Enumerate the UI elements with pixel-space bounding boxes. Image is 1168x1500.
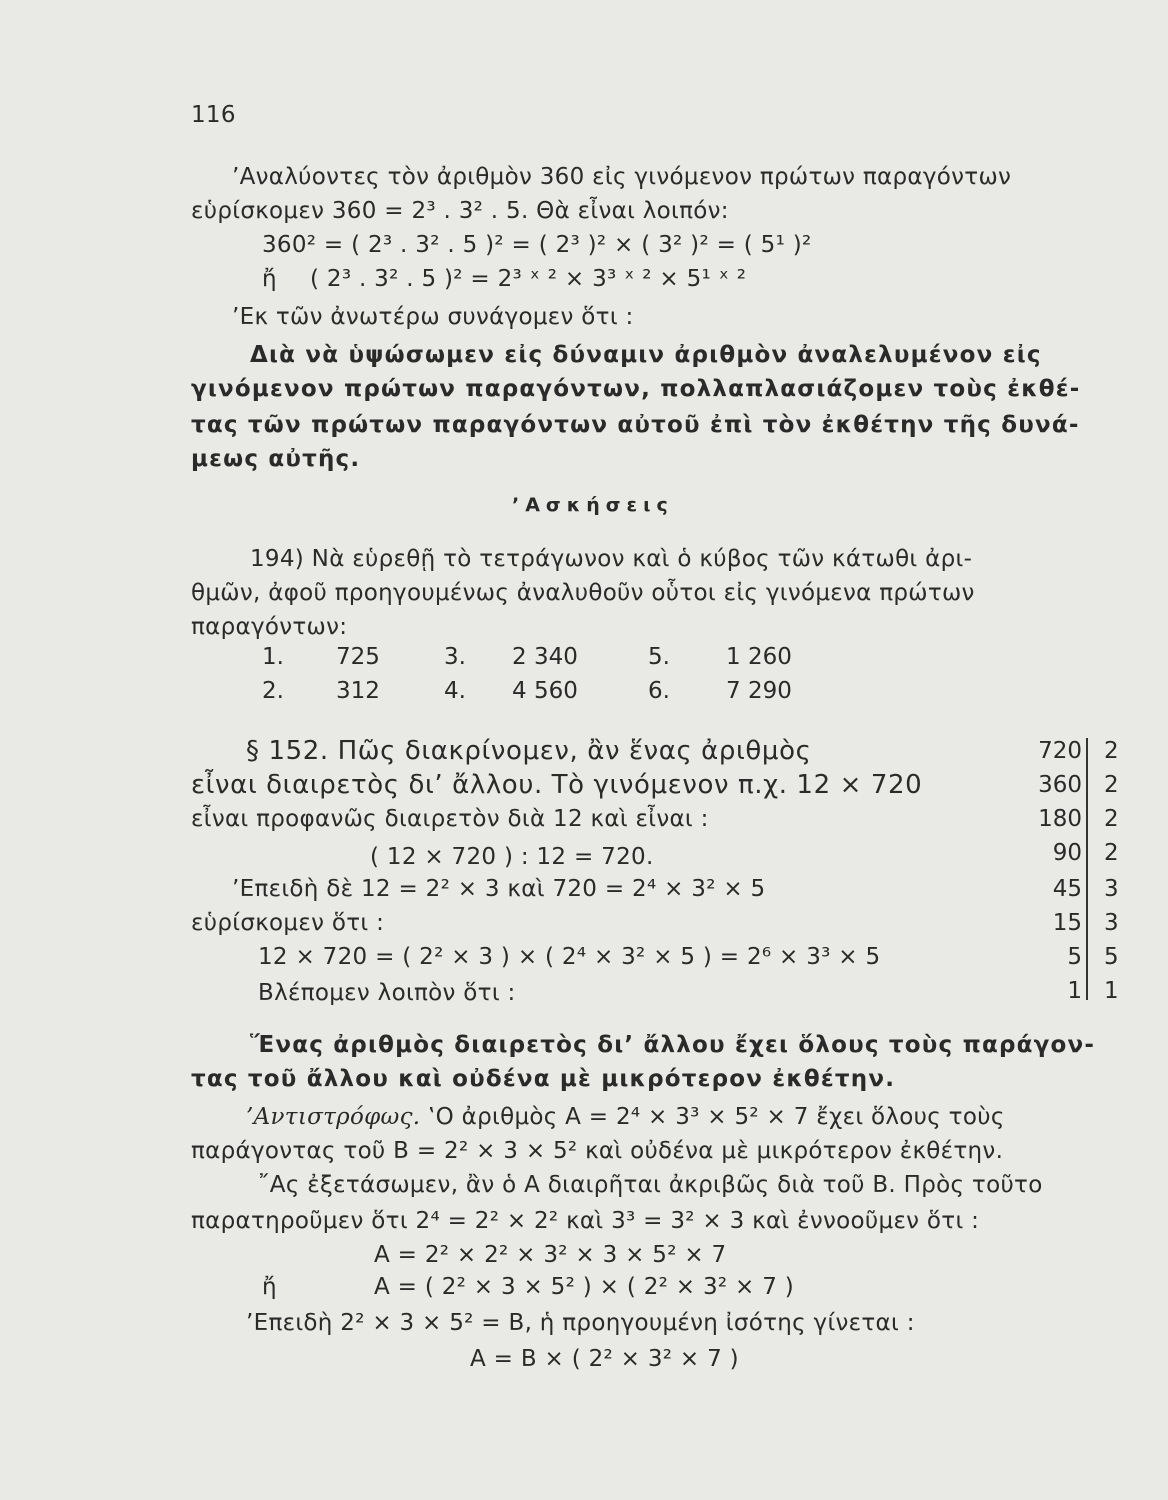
section-line-6: εὑρίσκομεν ὅτι :	[191, 910, 385, 936]
exercise-line-3: παραγόντων:	[191, 614, 348, 640]
exercise-line-1: 194) Νὰ εὑρεθῇ τὸ τετράγωνον καὶ ὁ κύβος τῶν κάτωθι ἀρι-	[250, 546, 973, 572]
section-line-5: ’Επειδὴ δὲ 12 = 2² × 3 καὶ 720 = 2⁴ × 3² × 5	[232, 876, 766, 902]
factor-divisor: 2	[1104, 772, 1119, 798]
section-line-3: εἶναι προφανῶς διαιρετὸν διὰ 12 καὶ εἶναι :	[191, 806, 709, 832]
converse-equation-2-prefix: ἤ	[262, 1274, 277, 1300]
converse-equation-3: Α = Β × ( 2² × 3² × 7 )	[470, 1346, 739, 1372]
section-line-7: 12 × 720 = ( 2² × 3 ) × ( 2⁴ × 3² × 5 ) = 2⁶ × 3³ × 5	[258, 944, 881, 970]
rule-1-line-4: μεως αὐτῆς.	[191, 446, 361, 472]
exercise-item-number: 3.	[444, 644, 466, 670]
factor-divisor: 2	[1104, 738, 1119, 764]
exercise-item-number: 4.	[444, 678, 466, 704]
rule-2-line-1: Ἕνας ἀριθμὸς διαιρετὸς δι’ ἄλλου ἔχει ὅλους τοὺς παράγον-	[250, 1032, 1096, 1058]
exercise-item-value: 4 560	[512, 678, 578, 704]
factor-table-divider	[1086, 738, 1088, 1000]
converse-equation-2: Α = ( 2² × 3 × 5² ) × ( 2² × 3² × 7 )	[374, 1274, 795, 1300]
factor-divisor: 2	[1104, 806, 1119, 832]
factor-dividend: 1	[1067, 978, 1082, 1004]
exercise-item-number: 2.	[262, 678, 284, 704]
factor-divisor: 3	[1104, 876, 1119, 902]
exercise-item-number: 1.	[262, 644, 284, 670]
intro-equation-2: ( 2³ . 3² . 5 )² = 2³ ˣ ² × 3³ ˣ ² × 5¹ ˣ ²	[310, 266, 747, 292]
converse-label: ’Αντιστρόφως.	[246, 1104, 421, 1130]
exercise-item-number: 5.	[648, 644, 670, 670]
rule-1-line-1: Διὰ νὰ ὑψώσωμεν εἰς δύναμιν ἀριθμὸν ἀναλελυμένον εἰς	[250, 342, 1042, 368]
intro-line-1: ’Αναλύοντες τὸν ἀριθμὸν 360 εἰς γινόμενον πρώτων παραγόντων	[232, 164, 1012, 190]
section-line-8: Βλέπομεν λοιπὸν ὅτι :	[258, 980, 516, 1006]
exercise-item-value: 2 340	[512, 644, 578, 670]
intro-equation-2-prefix: ἤ	[262, 266, 277, 292]
factor-dividend: 180	[1038, 806, 1082, 832]
factor-divisor: 3	[1104, 910, 1119, 936]
converse-line-2: παράγοντας τοῦ Β = 2² × 3 × 5² καὶ οὐδένα μὲ μικρότερον ἐκθέτην.	[191, 1138, 1004, 1164]
exercise-line-2: θμῶν, ἀφοῦ προηγουμένως ἀναλυθοῦν οὗτοι εἰς γινόμενα πρώτων	[191, 580, 975, 606]
factor-dividend: 45	[1052, 876, 1082, 902]
exercise-item-number: 6.	[648, 678, 670, 704]
converse-line-3: ῎Ας ἐξετάσωμεν, ἂν ὁ Α διαιρῆται ἀκριβῶς διὰ τοῦ Β. Πρὸς τοῦτο	[258, 1172, 1043, 1198]
converse-equation-1: Α = 2² × 2² × 3² × 3 × 5² × 7	[374, 1242, 727, 1268]
converse-line-4: παρατηροῦμεν ὅτι 2⁴ = 2² × 2² καὶ 3³ = 3² × 3 καὶ ἐννοοῦμεν ὅτι :	[191, 1208, 980, 1234]
converse-line-1	[246, 1102, 1005, 1132]
section-line-2: εἶναι διαιρετὸς δι’ ἄλλου. Τὸ γινόμενον π.χ. 12 × 720	[191, 770, 923, 800]
intro-line-2: εὑρίσκομεν 360 = 2³ . 3² . 5. Θὰ εἶναι λοιπόν:	[191, 198, 729, 224]
rule-1-line-2: γινόμενον πρώτων παραγόντων, πολλαπλασιάζομεν τοὺς ἐκθέ-	[191, 376, 1081, 402]
factor-dividend: 720	[1038, 738, 1082, 764]
section-line-4: ( 12 × 720 ) : 12 = 720.	[370, 844, 654, 870]
exercise-item-value: 312	[336, 678, 380, 704]
section-title: § 152. Πῶς διακρίνομεν, ἂν ἕνας ἀριθμὸς	[246, 736, 812, 766]
page-number: 116	[191, 102, 236, 128]
intro-conclusion: ’Εκ τῶν ἀνωτέρω συνάγομεν ὅτι :	[232, 304, 634, 330]
converse-line-5: ’Επειδὴ 2² × 3 × 5² = Β, ἡ προηγουμένη ἰσότης γίνεται :	[246, 1310, 915, 1336]
factor-dividend: 90	[1052, 840, 1082, 866]
factor-divisor: 5	[1104, 944, 1119, 970]
factor-divisor: 2	[1104, 840, 1119, 866]
factor-dividend: 15	[1052, 910, 1082, 936]
exercise-item-value: 7 290	[726, 678, 792, 704]
rule-1-line-3: τας τῶν πρώτων παραγόντων αὐτοῦ ἐπὶ τὸν ἐκθέτην τῆς δυνά-	[191, 412, 1080, 438]
intro-equation-1: 360² = ( 2³ . 3² . 5 )² = ( 2³ )² × ( 3² )² = ( 5¹ )²	[262, 232, 812, 258]
factor-dividend: 360	[1038, 772, 1082, 798]
converse-line-1-text: ‛Ο ἀριθμὸς Α = 2⁴ × 3³ × 5² × 7 ἔχει ὅλους τοὺς	[420, 1104, 1005, 1130]
factor-divisor: 1	[1104, 978, 1119, 1004]
exercise-item-value: 725	[336, 644, 380, 670]
factor-dividend: 5	[1067, 944, 1082, 970]
exercise-item-value: 1 260	[726, 644, 792, 670]
rule-2-line-2: τας τοῦ ἄλλου καὶ οὐδένα μὲ μικρότερον ἐκθέτην.	[191, 1066, 896, 1092]
exercises-heading: ’Ασκήσεις	[512, 494, 674, 516]
